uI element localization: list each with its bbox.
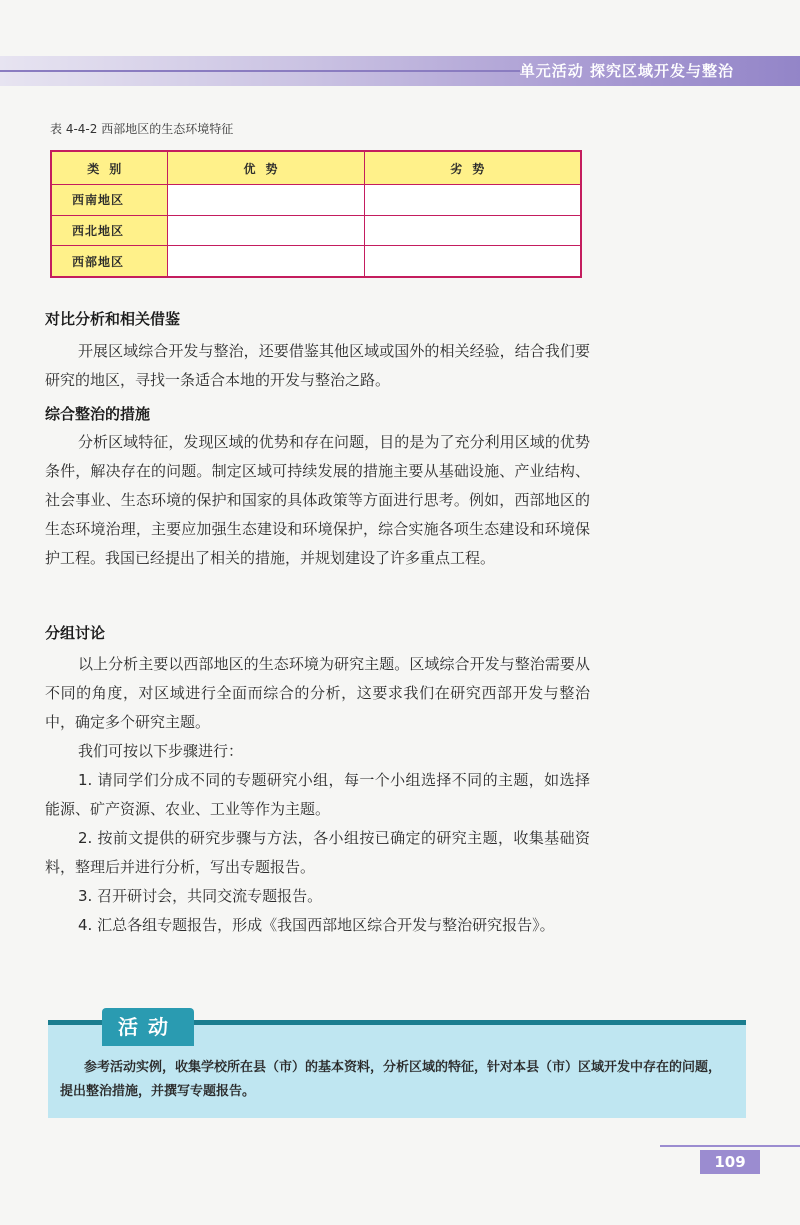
header-rule bbox=[0, 70, 520, 72]
section-heading-comparison: 对比分析和相关借鉴 bbox=[45, 310, 181, 328]
page-number: 109 bbox=[700, 1150, 760, 1174]
paragraph: 开展区域综合开发与整治，还要借鉴其他区域或国外的相关经验，结合我们要研究的地区，寻找一条适合本地的开发与整治之路。 bbox=[45, 342, 590, 389]
column-header-disadvantage: 劣势 bbox=[364, 151, 581, 185]
row-category: 西部地区 bbox=[51, 246, 167, 277]
paragraph: 分析区域特征，发现区域的优势和存在问题，目的是为了充分利用区域的优势条件，解决存在的问题。制定区域可持续发展的措施主要从基础设施、产业结构、社会事业、生态环境的保护和国家的具体政策等方面进行思考。例如，西部地区的生态环境治理，主要应加强生态建设和环境保护，综合实施各项生态建设和环境保护工程。我国已经提出了相关的措施，并规划建设了许多重点工程。 bbox=[45, 433, 590, 567]
page-number-rule bbox=[660, 1145, 800, 1147]
unit-header-title: 单元活动 探究区域开发与整治 bbox=[519, 62, 734, 80]
advantage-cell bbox=[167, 246, 364, 277]
eco-feature-table bbox=[50, 150, 582, 278]
step-item: 2. 按前文提供的研究步骤与方法，各小组按已确定的研究主题，收集基础资料，整理后并进行分析，写出专题报告。 bbox=[45, 829, 590, 876]
column-header-advantage: 优势 bbox=[167, 151, 364, 185]
disadvantage-cell bbox=[364, 215, 581, 246]
column-header-category: 类别 bbox=[51, 151, 167, 185]
paragraph: 我们可按以下步骤进行： bbox=[78, 742, 244, 760]
step-item: 4. 汇总各组专题报告，形成《我国西部地区综合开发与整治研究报告》。 bbox=[78, 916, 555, 934]
activity-label: 活动 bbox=[102, 1008, 194, 1046]
row-category: 西南地区 bbox=[51, 185, 167, 216]
section-heading-measures: 综合整治的措施 bbox=[45, 405, 151, 423]
advantage-cell bbox=[167, 185, 364, 216]
activity-text: 参考活动实例，收集学校所在县（市）的基本资料，分析区域的特征，针对本县（市）区域开发中存在的问题，提出整治措施，并撰写专题报告。 bbox=[60, 1060, 722, 1099]
table-row bbox=[51, 246, 581, 277]
step-item: 3. 召开研讨会，共同交流专题报告。 bbox=[78, 887, 323, 905]
section-heading-discussion: 分组讨论 bbox=[45, 624, 106, 642]
disadvantage-cell bbox=[364, 185, 581, 216]
disadvantage-cell bbox=[364, 246, 581, 277]
table-row bbox=[51, 215, 581, 246]
table-header-row bbox=[51, 151, 581, 185]
table-caption: 表 4-4-2 西部地区的生态环境特征 bbox=[50, 122, 234, 136]
advantage-cell bbox=[167, 215, 364, 246]
table-row bbox=[51, 185, 581, 216]
row-category: 西北地区 bbox=[51, 215, 167, 246]
step-item: 1. 请同学们分成不同的专题研究小组，每一个小组选择不同的主题，如选择能源、矿产资源、农业、工业等作为主题。 bbox=[45, 771, 590, 818]
paragraph: 以上分析主要以西部地区的生态环境为研究主题。区域综合开发与整治需要从不同的角度，对区域进行全面而综合的分析，这要求我们在研究西部开发与整治中，确定多个研究主题。 bbox=[45, 655, 590, 731]
